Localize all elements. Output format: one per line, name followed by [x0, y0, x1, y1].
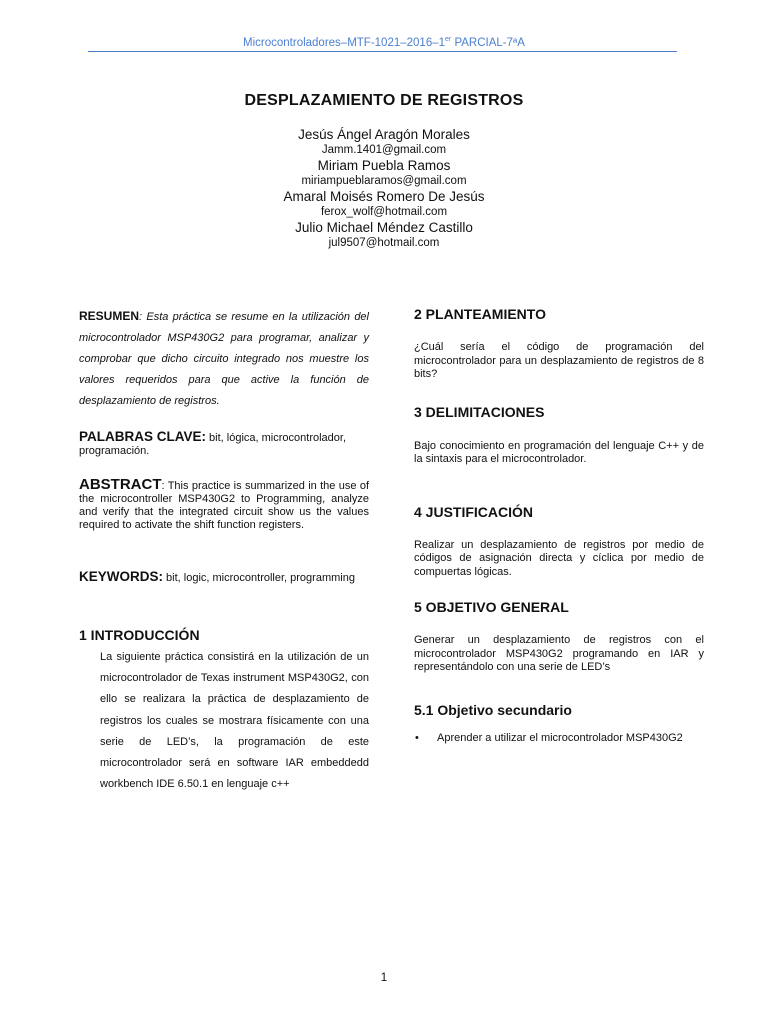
resumen-label: RESUMEN — [79, 309, 140, 323]
bullet-icon: • — [415, 731, 419, 744]
author-name: Julio Michael Méndez Castillo — [295, 220, 473, 235]
author-name: Jesús Ángel Aragón Morales — [298, 127, 470, 142]
author-email: ferox_wolf@hotmail.com — [320, 206, 448, 218]
running-header — [0, 36, 768, 49]
abstract-label: ABSTRACT — [79, 476, 162, 493]
page-number: 1 — [380, 972, 388, 984]
header-rule — [88, 51, 677, 52]
section-heading-introduccion: 1 INTRODUCCIÓN — [79, 627, 200, 643]
objetivo-general-paragraph: Generar un desplazamiento de registros con el microcontrolador MSP430G2 programando en IAR y representándolo con una serie de LED’s — [414, 634, 704, 673]
resumen-paragraph — [79, 306, 369, 412]
right-column — [414, 306, 704, 744]
section-heading-objetivo-general: 5 OBJETIVO GENERAL — [414, 599, 569, 615]
list-item — [414, 732, 704, 744]
section-heading-justificacion: 4 JUSTIFICACIÓN — [414, 503, 534, 520]
author-list — [0, 126, 768, 250]
section-heading-delimitaciones: 3 DELIMITACIONES — [414, 403, 545, 420]
section-heading-objetivo-secundario: 5.1 Objetivo secundario — [414, 701, 572, 718]
palabras-clave-label: PALABRAS CLAVE: — [79, 429, 206, 444]
author-name: Miriam Puebla Ramos — [317, 158, 451, 173]
header-superscript: er — [445, 36, 452, 43]
introduccion-paragraph: La siguiente práctica consistirá en la utilización de un microcontrolador de Texas instrument MSP430G2, con ello se realizara la práctica de desplazamiento de registros los cuales se mostrara físicamente con una serie de LED’s, la programación de este microcontrolador será en software IAR embeddedd workbench IDE 6.50.1 en lenguaje c++ — [100, 651, 369, 791]
justificacion-paragraph: Realizar un desplazamiento de registros por medio de códigos de asignación directa y cíclica por medio de compuertas lógicas. — [414, 538, 704, 578]
left-column — [79, 306, 369, 795]
planteamiento-paragraph: ¿Cuál sería el código de programación del microcontrolador para un desplazamiento de registros de 8 bits? — [414, 341, 704, 380]
author-email: jul9507@hotmail.com — [328, 237, 440, 249]
author-name: Amaral Moisés Romero De Jesús — [283, 189, 485, 204]
keywords-label: KEYWORDS: — [79, 569, 163, 584]
abstract-text: : This practice is summarized in the use of the microcontroller MSP430G2 to Programming, analyze and verify that the integrated circuit show us the values required to activate the shift function registers. — [79, 480, 369, 531]
resumen-text: : Esta práctica se resume en la utilización del microcontrolador MSP430G2 para programar, analizar y comprobar que dicho circuito integrado nos muestre los valores requeridos para que active la función de desplazamiento de registros. — [79, 311, 369, 407]
paper-title: DESPLAZAMIENTO DE REGISTROS — [244, 92, 524, 109]
author-email: Jamm.1401@gmail.com — [321, 144, 447, 156]
section-heading-planteamiento: 2 PLANTEAMIENTO — [414, 306, 546, 322]
palabras-clave-text: bit, lógica, microcontrolador, programación. — [79, 432, 347, 457]
keywords-paragraph — [79, 570, 369, 585]
author-email: miriampueblaramos@gmail.com — [301, 175, 467, 187]
delimitaciones-paragraph: Bajo conocimiento en programación del lenguaje C++ y de la sintaxis para el microcontrolador. — [414, 439, 704, 465]
abstract-paragraph — [79, 478, 369, 532]
keywords-text: bit, logic, microcontroller, programming — [163, 572, 355, 584]
header-text-rest: PARCIAL-7ªA — [451, 36, 525, 49]
header-text: Microcontroladores–MTF-1021–2016–1 — [243, 36, 446, 49]
list-item-text: Aprender a utilizar el microcontrolador MSP430G2 — [437, 731, 683, 744]
palabras-clave-paragraph — [79, 430, 369, 458]
